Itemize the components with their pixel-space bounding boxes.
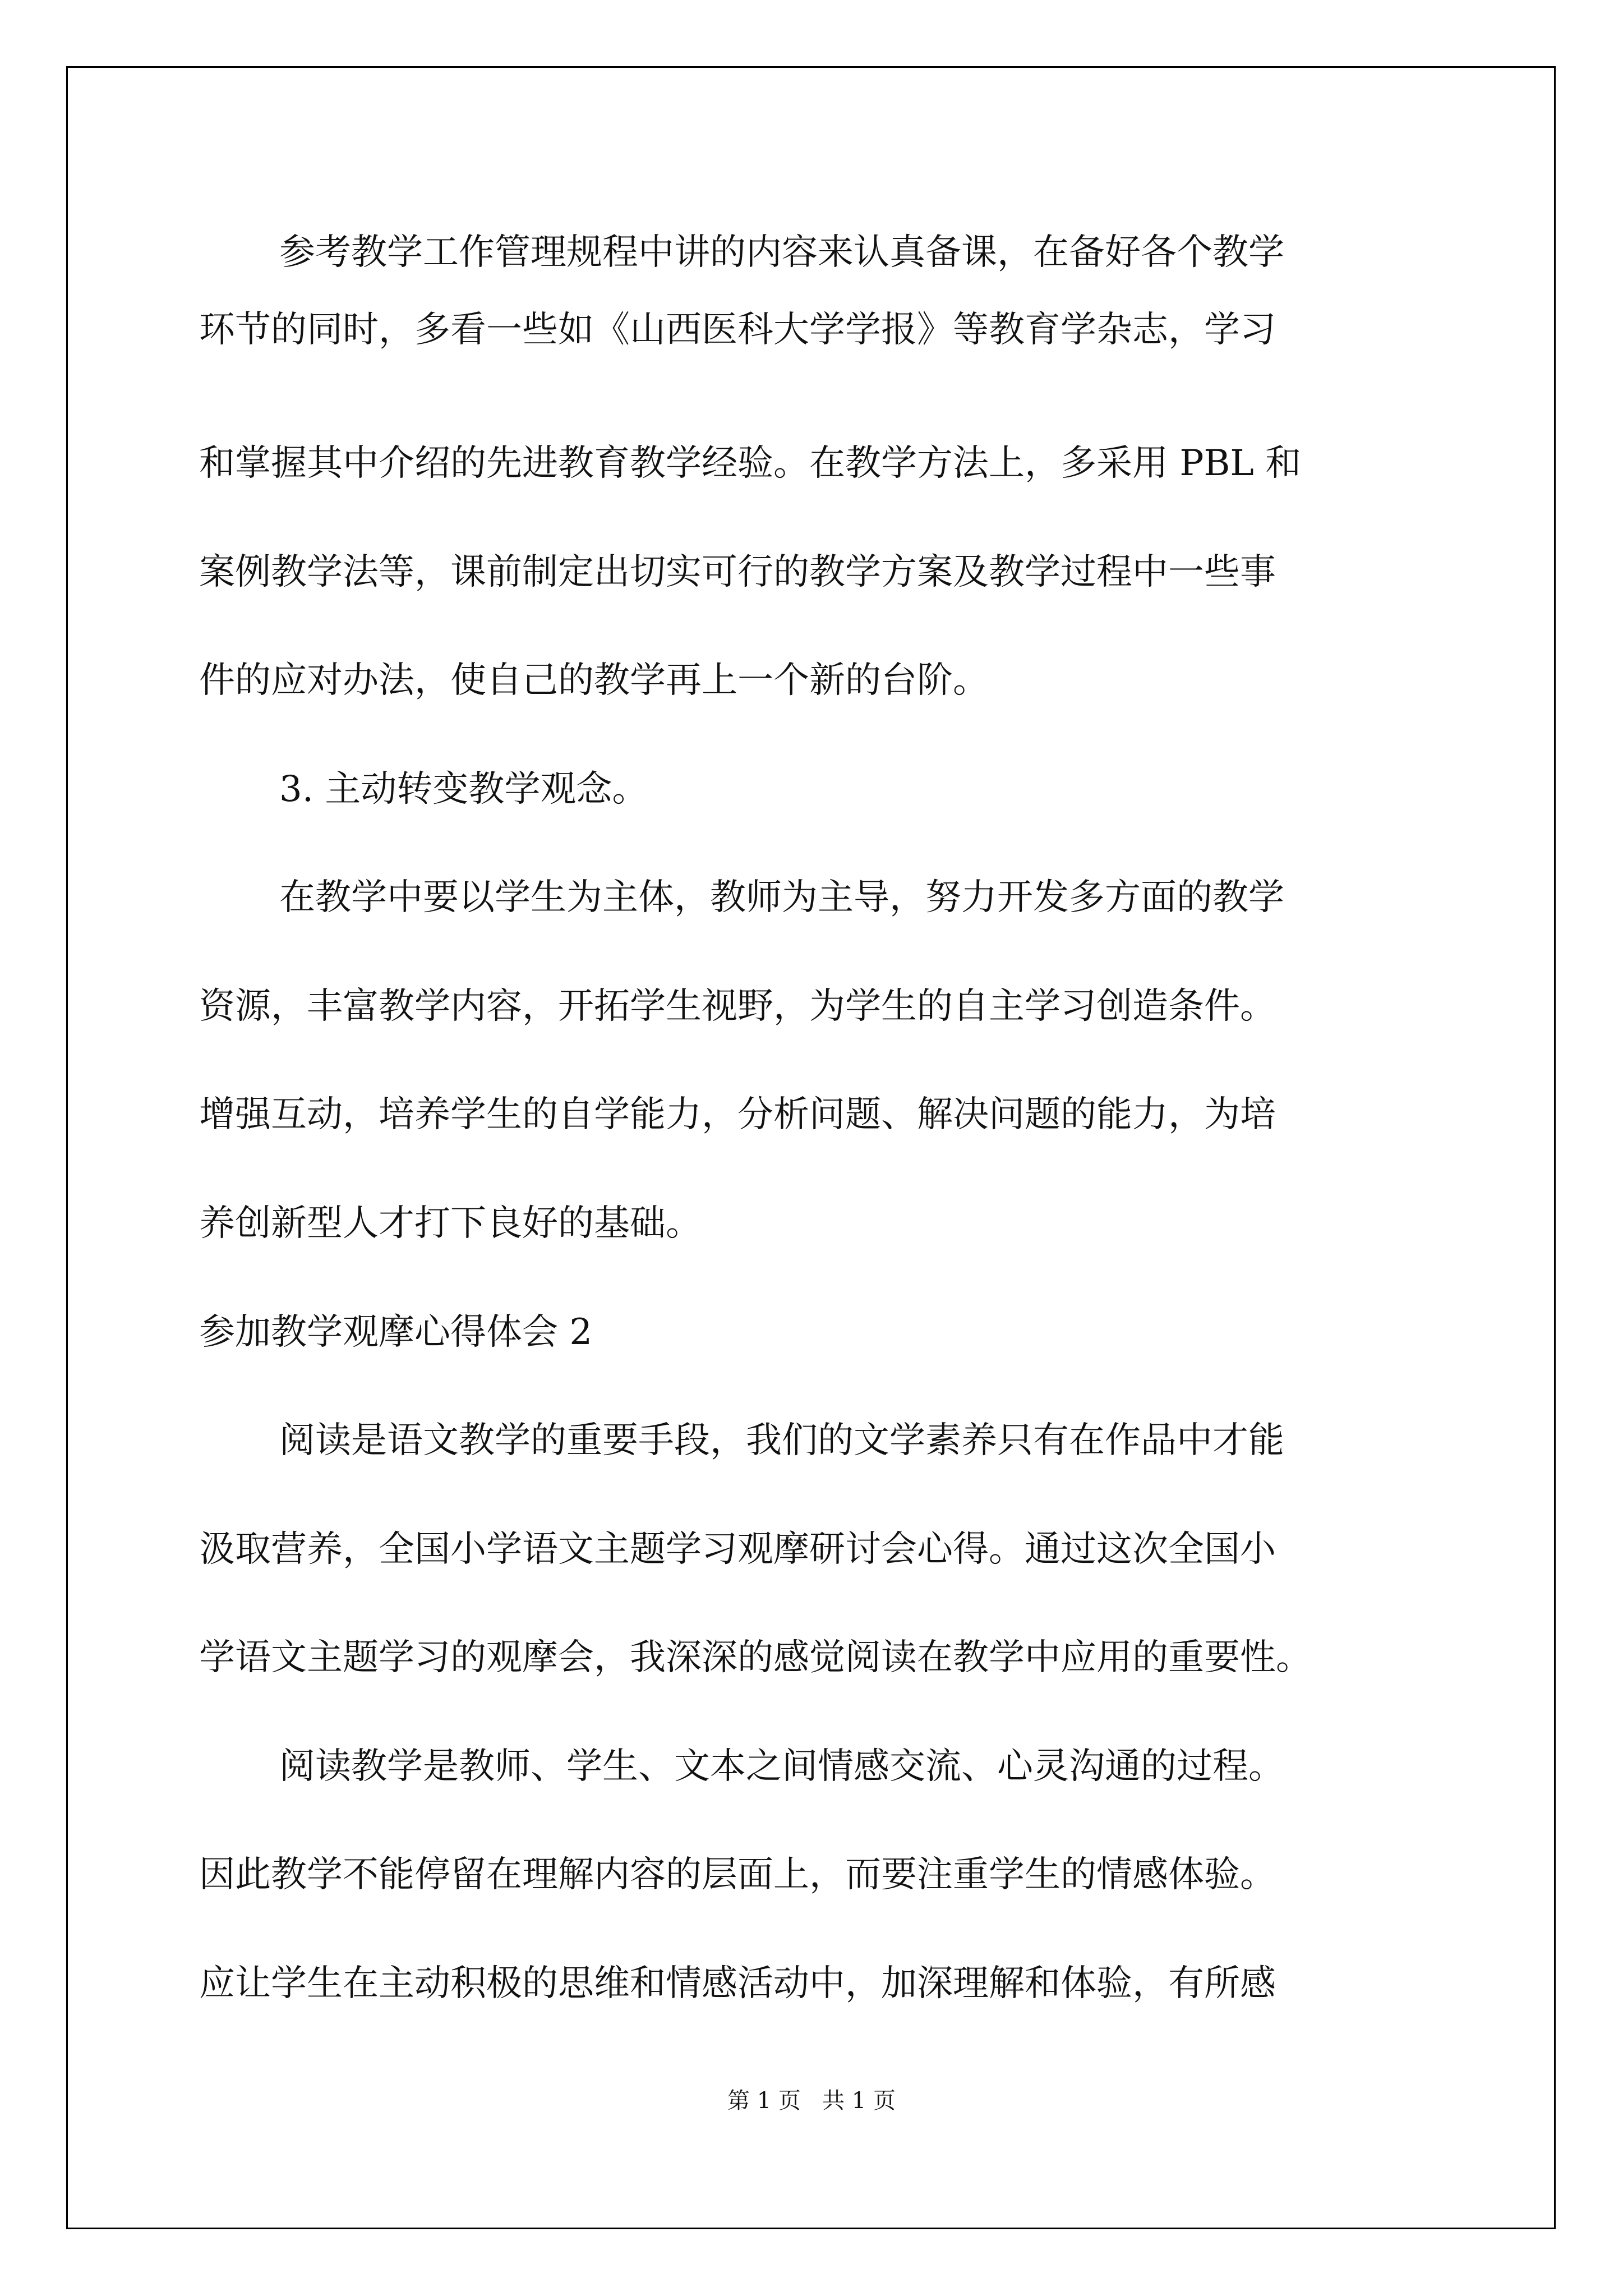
paragraph-line: 和掌握其中介绍的先进教育教学经验。在教学方法上，多采用 PBL 和 — [199, 443, 1302, 484]
page-border — [66, 66, 1556, 2229]
paragraph-line: 在教学中要以学生为主体，教师为主导，努力开发多方面的教学 — [279, 877, 1284, 918]
paragraph-line: 增强互动，培养学生的自学能力，分析问题、解决问题的能力，为培 — [199, 1094, 1276, 1135]
paragraph-line: 养创新型人才打下良好的基础。 — [199, 1203, 702, 1244]
paragraph-line: 资源，丰富教学内容，开拓学生视野，为学生的自主学习创造条件。 — [199, 986, 1276, 1027]
paragraph-line: 阅读是语文教学的重要手段，我们的文学素养只有在作品中才能 — [279, 1420, 1284, 1461]
paragraph-line: 环节的同时，多看一些如《山西医科大学学报》等教育学杂志，学习 — [199, 309, 1276, 351]
paragraph-line: 学语文主题学习的观摩会，我深深的感觉阅读在教学中应用的重要性。 — [199, 1637, 1312, 1678]
page-number-footer: 第 1 页 共 1 页 — [727, 2088, 896, 2114]
paragraph-line: 参考教学工作管理规程中讲的内容来认真备课，在备好各个教学 — [279, 232, 1284, 273]
paragraph-line: 应让学生在主动积极的思维和情感活动中，加深理解和体验，有所感 — [199, 1963, 1276, 2004]
section-heading: 3. 主动转变教学观念。 — [279, 769, 648, 810]
paragraph-line: 阅读教学是教师、学生、文本之间情感交流、心灵沟通的过程。 — [279, 1746, 1284, 1787]
document-title: 参加教学观摩心得体会 2 — [199, 1312, 593, 1353]
paragraph-line: 因此教学不能停留在理解内容的层面上，而要注重学生的情感体验。 — [199, 1854, 1276, 1895]
paragraph-line: 件的应对办法，使自己的教学再上一个新的台阶。 — [199, 660, 989, 701]
paragraph-line: 案例教学法等，课前制定出切实可行的教学方案及教学过程中一些事 — [199, 551, 1276, 593]
paragraph-line: 汲取营养，全国小学语文主题学习观摩研讨会心得。通过这次全国小 — [199, 1529, 1276, 1570]
